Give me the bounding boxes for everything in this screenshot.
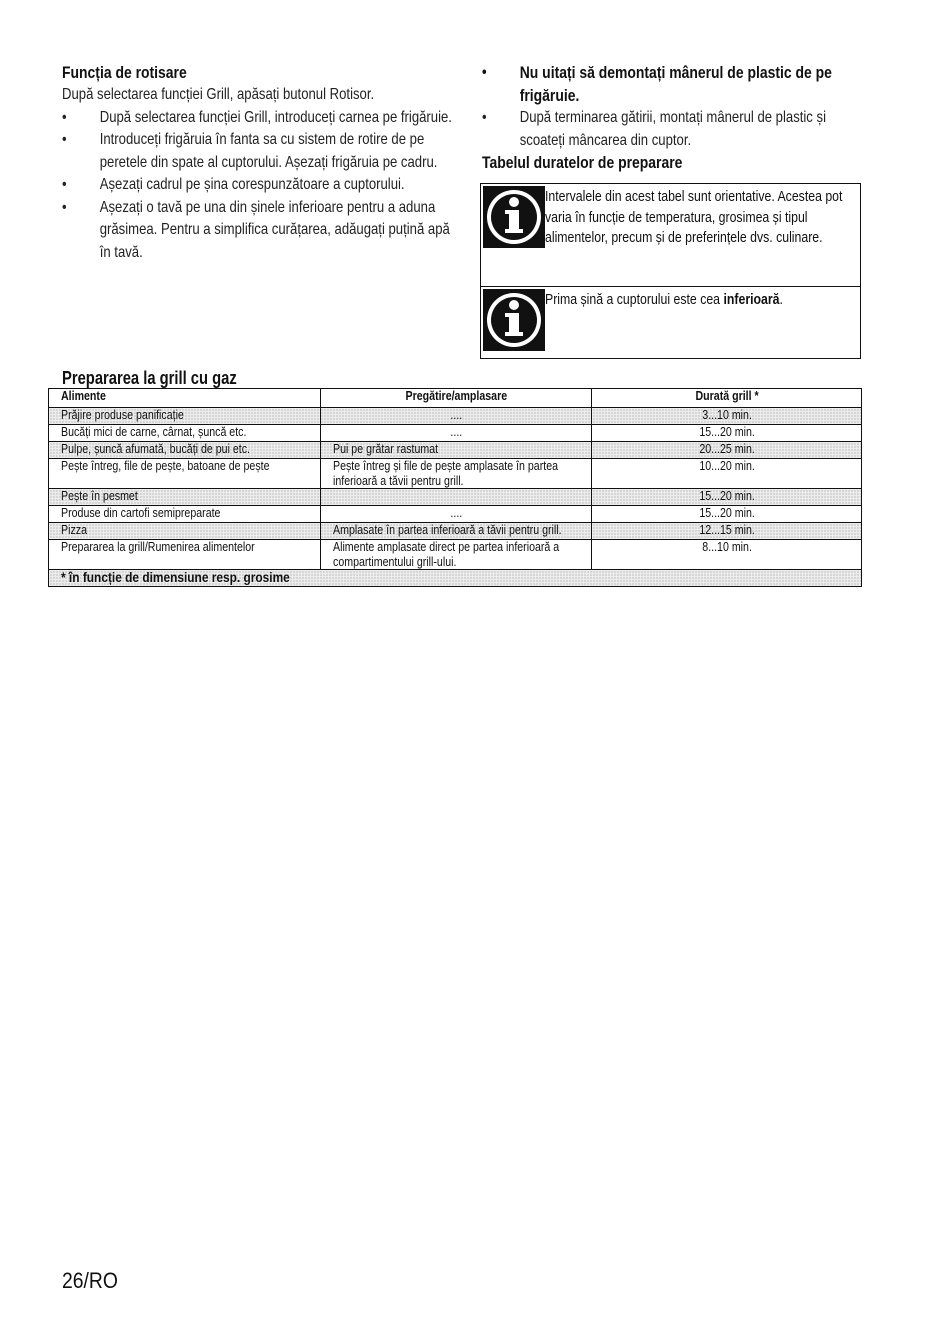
table-heading: Tabelul duratelor de preparare (482, 153, 683, 172)
cell-food: Pește întreg, file de pește, batoane de pește (49, 459, 321, 489)
cell-food: Prăjire produse panificație (49, 408, 321, 425)
grill-table (48, 388, 862, 587)
column-header-food: Alimente (49, 389, 321, 408)
right-column (482, 62, 872, 174)
cell-food: Prepararea la grill/Rumenirea alimentelor (49, 540, 321, 570)
footnote: * în funcție de dimensiune resp. grosime (49, 570, 862, 587)
info-icon (483, 289, 545, 351)
cell-prep: Pui pe grătar rastumat (320, 442, 592, 459)
table-row (49, 442, 862, 459)
cell-prep: Amplasate în partea inferioară a tăvii pentru grill. (320, 523, 592, 540)
info-note-2-bold: inferioară (723, 291, 780, 308)
cell-food: Pește în pesmet (49, 489, 321, 506)
info-note-2-suffix: . (779, 291, 783, 308)
table-row (49, 540, 862, 570)
cell-prep: .... (320, 408, 592, 425)
cell-time: 20...25 min. (592, 442, 862, 459)
cell-time: 15...20 min. (592, 425, 862, 442)
cell-time: 15...20 min. (592, 506, 862, 523)
list-item: • După terminarea gătirii, montați mânerul de plastic și scoateți mâncarea din cuptor. (482, 107, 872, 152)
cell-time: 15...20 min. (592, 489, 862, 506)
info-icon (483, 186, 545, 248)
table-row (49, 459, 862, 489)
info-box (480, 183, 861, 359)
info-note-1 (481, 184, 860, 287)
table-row (49, 523, 862, 540)
info-note-2-text (545, 290, 868, 311)
cell-prep (320, 489, 592, 506)
footnote-row (49, 570, 862, 587)
cell-time: 10...20 min. (592, 459, 862, 489)
table-row (49, 489, 862, 506)
rotisare-section (62, 62, 462, 264)
page-number: 26/RO (62, 1268, 118, 1293)
cell-time: 8...10 min. (592, 540, 862, 570)
cell-prep: Alimente amplasate direct pe partea inferioară a compartimentului grill-ului. (320, 540, 592, 570)
rotisare-heading: Funcția de rotisare (62, 63, 187, 82)
cell-time: 12...15 min. (592, 523, 862, 540)
info-note-1-text: Intervalele din acest tabel sunt orientative. Acestea pot varia în funcție de temperatura, grosimea și tipul alimentelor, precum și de preferințele dvs. culinare. (545, 188, 843, 246)
table-row (49, 506, 862, 523)
info-note-2-prefix: Prima șină a cuptorului este cea (545, 291, 724, 308)
rotisare-steps (62, 107, 462, 265)
list-item: • Așezați o tavă pe una din șinele inferioare pentru a aduna grăsimea. Pentru a simplifica curățarea, adăugați puțină apă în tavă. (62, 197, 462, 265)
grill-table-title-text: Prepararea la grill cu gaz (62, 368, 237, 388)
list-item: • După selectarea funcției Grill, introduceți carnea pe frigăruie. (62, 107, 462, 130)
list-item: • Introduceți frigăruia în fanta sa cu sistem de rotire de pe peretele din spate al cuptorului. Așezați frigăruia pe cadru. (62, 129, 462, 174)
table-header-row (49, 389, 862, 408)
table-body (49, 408, 862, 570)
cell-time: 3...10 min. (592, 408, 862, 425)
column-header-prep: Pregătire/amplasare (320, 389, 592, 408)
cell-food: Pulpe, șuncă afumată, bucăți de pui etc. (49, 442, 321, 459)
cell-prep: Pește întreg și file de pește amplasate în partea inferioară a tăvii pentru grill. (320, 459, 592, 489)
right-bullets (482, 62, 872, 152)
warning-item: • Nu uitați să demontați mânerul de plastic de pe frigăruie. (482, 62, 872, 107)
info-note-2 (481, 287, 860, 359)
cell-food: Pizza (49, 523, 321, 540)
rotisare-intro: După selectarea funcției Grill, apăsați butonul Rotisor. (62, 86, 375, 103)
cell-prep: .... (320, 506, 592, 523)
list-item: • Așezați cadrul pe șina corespunzătoare a cuptorului. (62, 174, 462, 197)
column-header-time: Durată grill * (592, 389, 862, 408)
cell-prep: .... (320, 425, 592, 442)
cell-food: Produse din cartofi semipreparate (49, 506, 321, 523)
cell-food: Bucăți mici de carne, cârnat, șuncă etc. (49, 425, 321, 442)
table-row (49, 425, 862, 442)
table-row (49, 408, 862, 425)
grill-table-title (62, 368, 275, 389)
